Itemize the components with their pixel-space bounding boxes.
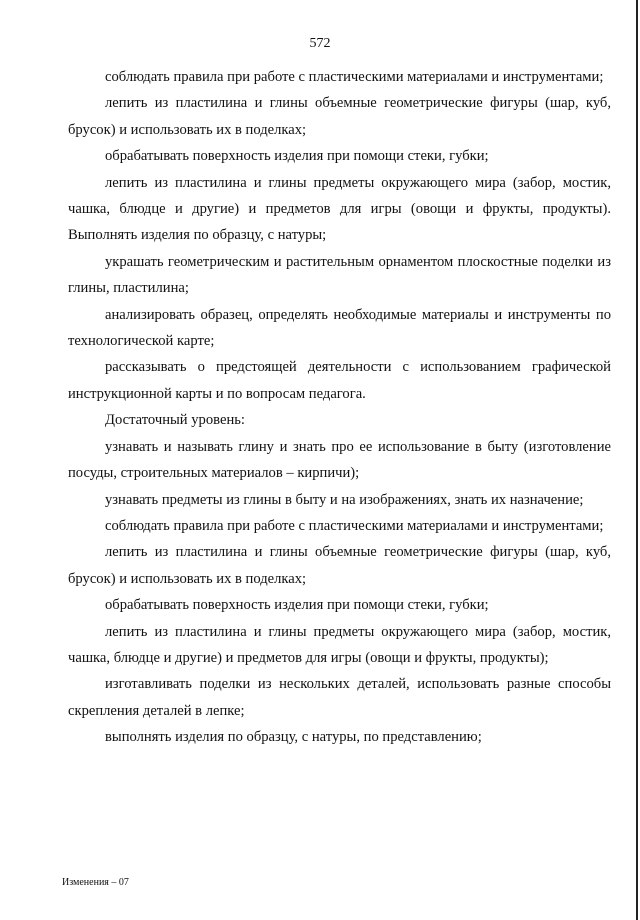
page-number: 572 (309, 36, 331, 51)
paragraph: узнавать и называть глину и знать про ее использование в быту (изготовление посуды, строительных материалов – кирпичи); (68, 438, 611, 482)
paragraph: лепить из пластилина и глины объемные геометрические фигуры (шар, куб, брусок) и использовать их в поделках; (68, 544, 611, 587)
body-text (68, 64, 611, 751)
paragraph: соблюдать правила при работе с пластическими материалами и инструментами; (105, 69, 604, 85)
paragraph: обрабатывать поверхность изделия при помощи стеки, губки; (105, 148, 489, 165)
paragraph: соблюдать правила при работе с пластическими материалами и инструментами; (105, 517, 604, 534)
paragraph: узнавать предметы из глины в быту и на изображениях, знать их назначение; (105, 491, 584, 508)
paragraph: лепить из пластилина и глины предметы окружающего мира (забор, мостик, чашка, блюдце и другие) и предметов для игры (овощи и фрукты, продукты). Выполнять изделия по образцу, с натуры; (68, 174, 611, 244)
section-heading: Достаточный уровень: (105, 412, 245, 429)
paragraph: изготавливать поделки из нескольких деталей, использовать разные способы скрепления деталей в лепке; (68, 676, 611, 719)
paragraph: анализировать образец, определять необходимые материалы и инструменты по технологической карте; (68, 306, 611, 350)
paragraph: лепить из пластилина и глины предметы окружающего мира (забор, мостик, чашка, блюдце и другие) и предметов для игры (овощи и фрукты, продукты); (68, 623, 611, 666)
paragraph: рассказывать о предстоящей деятельности с использованием графической инструкционной карты и по вопросам педагога. (68, 359, 611, 402)
paragraph: выполнять изделия по образцу, с натуры, по представлению; (105, 729, 482, 746)
paragraph: украшать геометрическим и растительным орнаментом плоскостные поделки из глины, пластилина; (68, 253, 611, 297)
paragraph: лепить из пластилина и глины объемные геометрические фигуры (шар, куб, брусок) и использовать их в поделках; (68, 95, 611, 138)
footer-revision-note: Изменения – 07 (62, 877, 129, 888)
scan-edge-line (636, 0, 638, 920)
paragraph: обрабатывать поверхность изделия при помощи стеки, губки; (105, 597, 489, 614)
